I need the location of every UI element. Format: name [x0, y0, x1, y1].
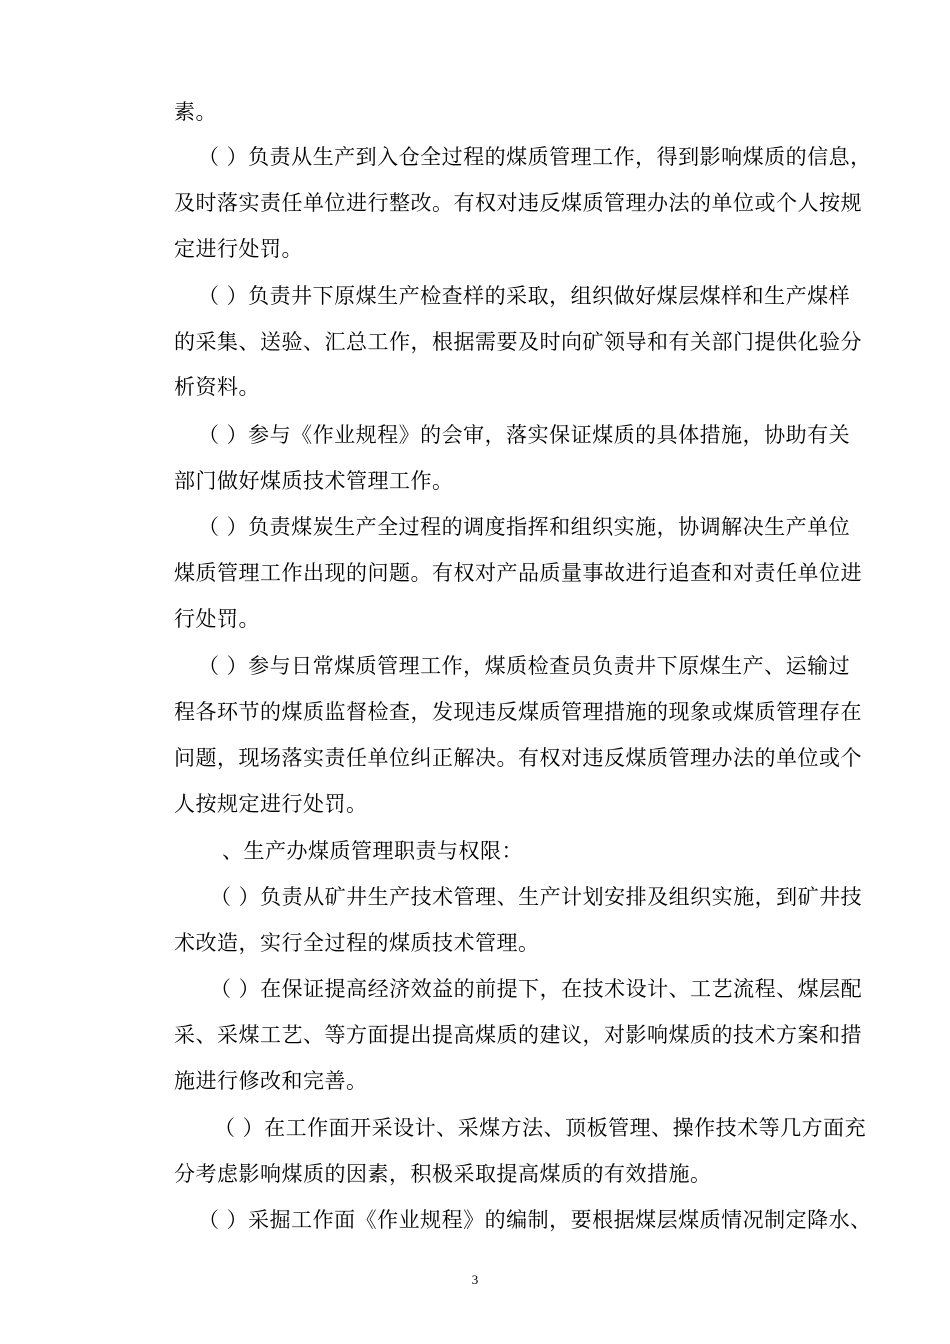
text-line: 术改造，实行全过程的煤质技术管理。 [174, 931, 540, 955]
text-line: 人按规定进行处罚。 [174, 792, 368, 816]
text-line: 定进行处罚。 [174, 237, 303, 261]
text-line: 的采集、送验、汇总工作，根据需要及时向矿领导和有关部门提供化验分 [174, 330, 862, 354]
page-number: 3 [471, 1272, 479, 1287]
text-line: 煤质管理工作出现的问题。有权对产品质量事故进行追查和对责任单位进 [174, 561, 862, 585]
text-line: （ ）负责井下原煤生产检查样的采取，组织做好煤层煤样和生产煤样 [198, 284, 851, 308]
text-line: （ ）负责煤炭生产全过程的调度指挥和组织实施，协调解决生产单位 [198, 515, 851, 539]
text-line: 素。 [174, 100, 217, 124]
text-line: 行处罚。 [174, 607, 260, 631]
text-line: （ ）在保证提高经济效益的前提下，在技术设计、工艺流程、煤层配 [210, 977, 863, 1001]
text-line: （ ）在工作面开采设计、采煤方法、顶板管理、操作技术等几方面充 [214, 1116, 867, 1140]
text-line: 分考虑影响煤质的因素，积极采取提高煤质的有效措施。 [174, 1162, 712, 1186]
text-line: 部门做好煤质技术管理工作。 [174, 469, 454, 493]
section-heading: 、生产办煤质管理职责与权限： [222, 839, 523, 863]
text-line: 析资料。 [174, 375, 260, 399]
text-line: 施进行修改和完善。 [174, 1069, 368, 1093]
text-line: （ ）负责从矿井生产技术管理、生产计划安排及组织实施，到矿井技 [210, 885, 863, 909]
text-line: 问题，现场落实责任单位纠正解决。有权对违反煤质管理办法的单位或个 [174, 746, 862, 770]
text-line: （ ）参与《作业规程》的会审，落实保证煤质的具体措施，协助有关 [198, 423, 851, 447]
text-line: 采、采煤工艺、等方面提出提高煤质的建议，对影响煤质的技术方案和措 [174, 1023, 862, 1047]
text-line: 程各环节的煤质监督检查，发现违反煤质管理措施的现象或煤质管理存在 [174, 700, 862, 724]
text-line: （ ）负责从生产到入仓全过程的煤质管理工作，得到影响煤质的信息， [198, 145, 872, 169]
text-line: 及时落实责任单位进行整改。有权对违反煤质管理办法的单位或个人按规 [174, 191, 862, 215]
text-line: （ ）参与日常煤质管理工作，煤质检查员负责井下原煤生产、运输过 [198, 654, 851, 678]
text-line: （ ）采掘工作面《作业规程》的编制，要根据煤层煤质情况制定降水、 [198, 1208, 872, 1232]
